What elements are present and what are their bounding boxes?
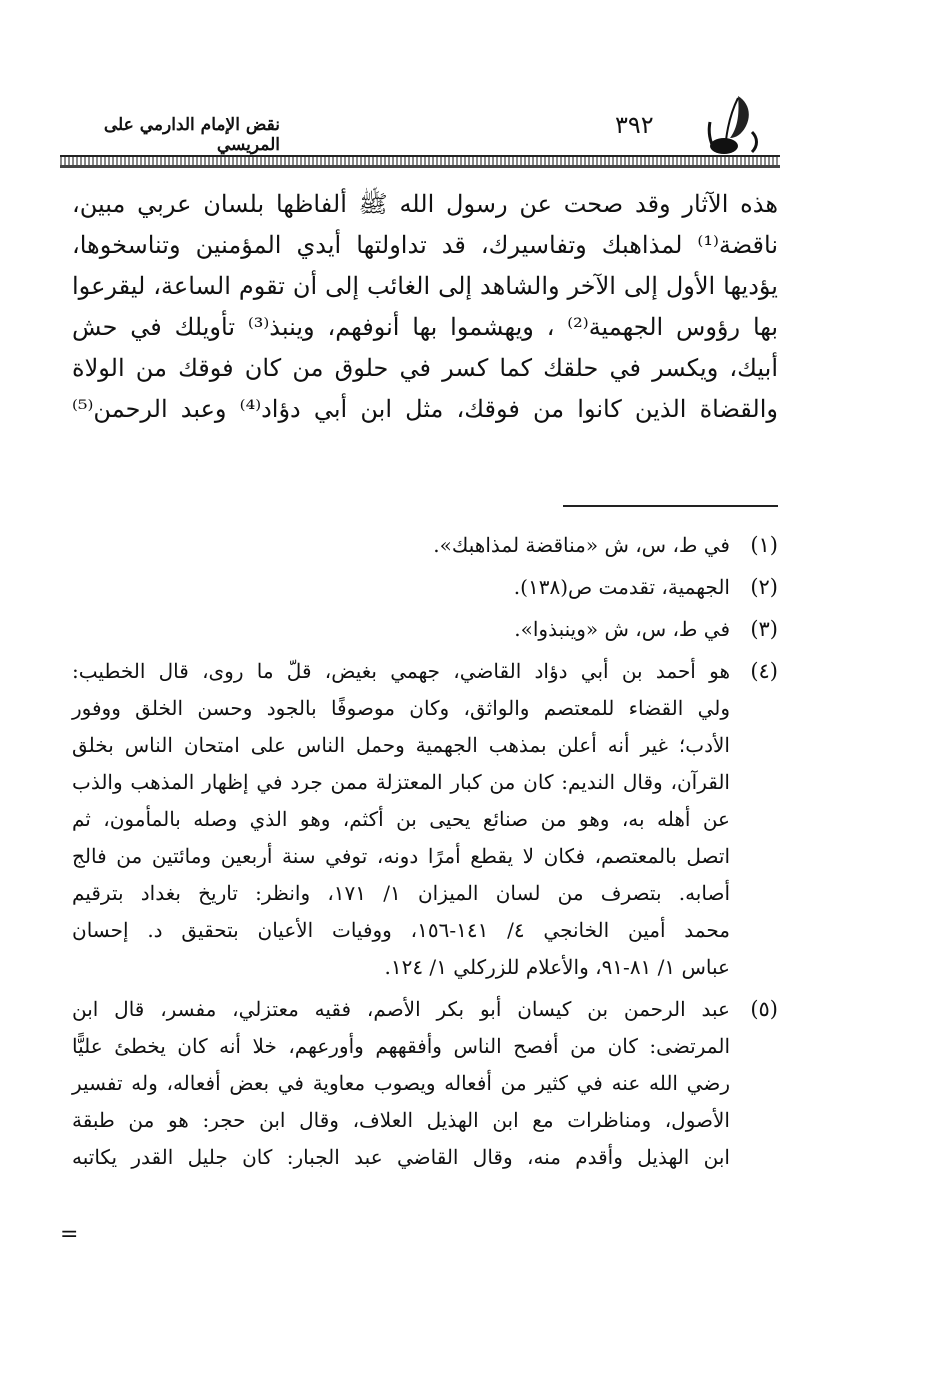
main-line: هذه الآثار وقد صحت عن رسول الله ﷺ ألفاظها بلسان عربي مبين، xyxy=(72,190,778,218)
footnote-text xyxy=(72,653,730,986)
footnotes xyxy=(72,527,778,1181)
footnote-line: في ط، س، ش «مناقضة لمذاهبك». xyxy=(433,533,730,557)
footnote-line: ابن الهذيل وأقدم منه، وقال القاضي عبد الجبار: كان جليل القدر يكاتبه xyxy=(72,1145,730,1169)
footnote-text xyxy=(72,527,730,564)
footnote xyxy=(72,611,778,648)
footnote-number: (٣) xyxy=(750,617,778,641)
footnote-text xyxy=(72,569,730,606)
footnote xyxy=(72,569,778,606)
main-line: يؤديها الأول إلى الآخر والشاهد إلى الغائب إلى أن تقوم الساعة، ليقرعوا xyxy=(72,272,778,300)
footnote xyxy=(72,653,778,986)
footnote-number: (١) xyxy=(750,533,778,557)
footnote-line: هو أحمد بن أبي دؤاد القاضي، جهمي بغيض، قلّ ما روى، قال الخطيب: xyxy=(72,659,730,683)
main-line: ناقضة⁽¹⁾ لمذاهبك وتفاسيرك، قد تداولتها أيدي المؤمنين وتناسخوها، xyxy=(72,231,778,259)
main-line: والقضاة الذين كانوا من فوقك، مثل ابن أبي دؤاد⁽⁴⁾ وعبد الرحمن⁽⁵⁾ xyxy=(72,395,779,423)
footnote-line: الأصول، ومناظرات مع ابن الهذيل العلاف، وقال ابن حجر: هو من طبقة xyxy=(72,1108,730,1132)
footnote-line: الجهمية، تقدمت ص(١٣٨). xyxy=(513,575,730,599)
footnote-line: رضي الله عنه في كثير من أفعاله ويصوب معاوية في بعض أفعاله، وله تفسير xyxy=(72,1071,730,1095)
page-number: ٣٩٢ xyxy=(615,111,654,139)
footnote-line: عبد الرحمن بن كيسان أبو بكر الأصم، فقيه معتزلي، مفسر، قال ابن xyxy=(72,997,730,1021)
footnote-number: (٤) xyxy=(750,659,778,683)
footnote-text xyxy=(72,991,730,1176)
footnote-line: عباس ١/ ٨١-٩١، والأعلام للزركلي ١/ ١٢٤. xyxy=(384,955,730,979)
page-header xyxy=(60,92,780,162)
footnote-line: المرتضى: كان من أفصح الناس وأفقههم وأورعهم، خلا أنه كان يخطئ عليًّا xyxy=(72,1034,730,1058)
main-line: بها رؤوس الجهمية⁽²⁾ ، ويهشموا بها أنوفهم، وينبذ⁽³⁾ تأويلك في حش xyxy=(72,313,778,341)
footnote-separator xyxy=(563,505,778,507)
footnote-line: ولي القضاء للمعتصم والواثق، وكان موصوفًا بالجود وحسن الخلق ووفور xyxy=(72,696,730,720)
footnote-line: عن أهله به، وهو من صنائع يحيى بن أكثم، وهو الذي وصله بالمأمون، ثم xyxy=(72,807,730,831)
footnote-text xyxy=(72,611,730,648)
footnote-line: أصابه. بتصرف من لسان الميزان ١/ ١٧١، وانظر: تاريخ بغداد بترقيم xyxy=(72,881,730,905)
footnote-line: اتصل بالمعتصم، فكان لا يقطع أمرًا دونه، توفي سنة أربعين ومائتين من فالج xyxy=(72,844,730,868)
quill-inkwell-icon xyxy=(702,92,762,158)
footnote xyxy=(72,527,778,564)
footnote-line: في ط، س، ش «وينبذوا». xyxy=(514,617,730,641)
header-rule xyxy=(60,155,780,168)
footnote-line: القرآن، وقال النديم: كان من كبار المعتزلة ممن جرد في إظهار المذهب والذب xyxy=(72,770,730,794)
footnote-number: (٢) xyxy=(750,575,778,599)
running-title: نقض الإمام الدارمي على المريسي xyxy=(103,115,280,155)
continuation-mark: = xyxy=(60,1222,79,1247)
main-line: أبيك، ويكسر في حلقك كما كسر في حلوق من كان فوقك من الولاة xyxy=(72,354,778,382)
footnote xyxy=(72,991,778,1176)
footnote-line: الأدب؛ غير أنه أعلن بمذهب الجهمية وحمل الناس على امتحان الناس بخلق xyxy=(72,733,730,757)
footnote-number: (٥) xyxy=(750,997,778,1021)
footnote-line: محمد أمين الخانجي ٤/ ١٤١-١٥٦، ووفيات الأعيان بتحقيق د. إحسان xyxy=(72,918,730,942)
main-text xyxy=(72,184,778,430)
